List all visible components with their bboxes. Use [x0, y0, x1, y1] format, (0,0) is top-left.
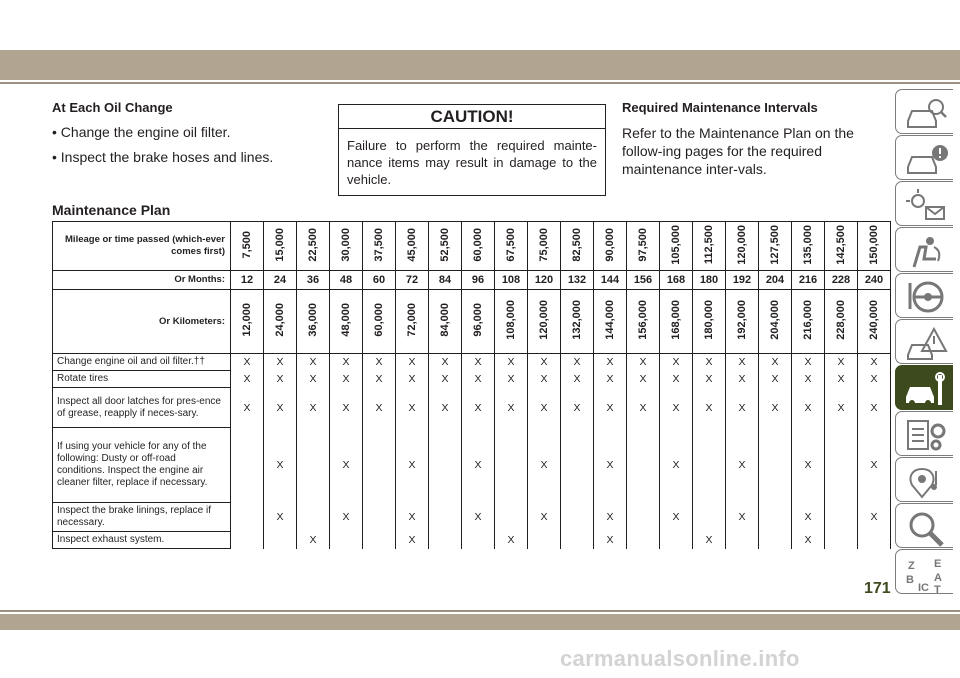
oil-change-heading: At Each Oil Change: [52, 100, 173, 115]
miles-value: 127,500: [769, 224, 781, 265]
mark-cell: X: [726, 371, 759, 388]
mark-cell: [264, 532, 297, 549]
mark-cell: [429, 532, 462, 549]
miles-value: 97,500: [637, 227, 649, 262]
miles-header-cell: [561, 222, 594, 271]
oil-change-bullet: • Change the engine oil filter.: [52, 124, 231, 140]
mark-cell: [363, 428, 396, 503]
mark-cell: X: [858, 371, 891, 388]
oil-change-bullet: • Inspect the brake hoses and lines.: [52, 149, 274, 165]
mark-cell: X: [825, 388, 858, 428]
footer-band: [0, 614, 960, 630]
miles-header-cell: [495, 222, 528, 271]
mark-cell: X: [330, 428, 363, 503]
chapter-tab-3[interactable]: [895, 181, 953, 226]
km-value: 156,000: [637, 300, 649, 340]
mark-cell: X: [495, 532, 528, 549]
months-value: 228: [825, 271, 858, 290]
mark-cell: X: [396, 503, 429, 532]
miles-value: 75,000: [538, 227, 550, 262]
mark-cell: X: [264, 428, 297, 503]
mark-cell: [231, 503, 264, 532]
mark-cell: [561, 428, 594, 503]
km-value: 12,000: [241, 303, 253, 337]
row-label: Change engine oil and oil filter.††: [53, 354, 231, 371]
miles-value: 112,500: [703, 224, 715, 265]
km-header-cell: [264, 290, 297, 354]
miles-header-cell: [792, 222, 825, 271]
music-nav-icon: [904, 463, 948, 501]
mark-cell: X: [792, 371, 825, 388]
mark-cell: X: [396, 371, 429, 388]
mark-cell: X: [594, 503, 627, 532]
miles-header-cell: [858, 222, 891, 271]
mark-cell: X: [726, 503, 759, 532]
chapter-tab-4[interactable]: [895, 227, 953, 272]
row-label: Rotate tires: [53, 371, 231, 388]
mark-cell: X: [231, 354, 264, 371]
svg-text:Z: Z: [908, 560, 915, 572]
months-value: 72: [396, 271, 429, 290]
mark-cell: X: [792, 428, 825, 503]
table-row: [53, 388, 891, 428]
months-header-label: Or Months:: [53, 271, 231, 290]
km-value: 84,000: [439, 303, 451, 337]
mark-cell: X: [627, 371, 660, 388]
mark-cell: X: [825, 371, 858, 388]
months-value: 96: [462, 271, 495, 290]
mark-cell: X: [858, 388, 891, 428]
miles-value: 45,000: [406, 227, 418, 262]
months-value: 168: [660, 271, 693, 290]
mark-cell: X: [429, 388, 462, 428]
km-value: 96,000: [472, 303, 484, 337]
miles-header-cell: [693, 222, 726, 271]
miles-header-cell: [231, 222, 264, 271]
km-value: 240,000: [868, 300, 880, 340]
chapter-tab-9[interactable]: [895, 457, 953, 502]
mark-cell: [297, 503, 330, 532]
miles-value: 150,000: [868, 224, 880, 265]
km-value: 60,000: [373, 303, 385, 337]
caution-title: CAUTION!: [339, 105, 605, 129]
miles-value: 105,000: [670, 224, 682, 265]
mark-cell: X: [363, 371, 396, 388]
mark-cell: X: [726, 428, 759, 503]
header-row-miles: [53, 222, 891, 271]
mark-cell: X: [693, 532, 726, 549]
mark-cell: [297, 428, 330, 503]
km-value: 108,000: [505, 300, 517, 340]
miles-value: 7,500: [241, 230, 253, 259]
row-label: Inspect the brake linings, replace if necessary.: [53, 503, 231, 532]
mark-cell: X: [660, 428, 693, 503]
miles-value: 22,500: [307, 227, 319, 262]
chapter-tab-6[interactable]: [895, 319, 953, 364]
miles-value: 82,500: [571, 227, 583, 262]
mark-cell: X: [660, 503, 693, 532]
months-value: 84: [429, 271, 462, 290]
maintenance-plan-heading: Maintenance Plan: [52, 202, 171, 218]
mark-cell: X: [759, 371, 792, 388]
mark-cell: [825, 532, 858, 549]
months-value: 24: [264, 271, 297, 290]
mark-cell: X: [231, 388, 264, 428]
footer-rule: [0, 610, 960, 612]
mark-cell: X: [264, 371, 297, 388]
months-value: 108: [495, 271, 528, 290]
miles-header-cell: [759, 222, 792, 271]
mark-cell: X: [594, 388, 627, 428]
mark-cell: [627, 428, 660, 503]
mark-cell: X: [528, 428, 561, 503]
mark-cell: X: [693, 371, 726, 388]
mark-cell: X: [363, 354, 396, 371]
miles-header-label: Mileage or time passed (which-ever comes first): [53, 222, 231, 271]
km-value: 24,000: [274, 303, 286, 337]
km-header-cell: [297, 290, 330, 354]
mark-cell: X: [330, 388, 363, 428]
mark-cell: X: [594, 532, 627, 549]
mark-cell: X: [462, 371, 495, 388]
km-header-cell: [627, 290, 660, 354]
months-value: 180: [693, 271, 726, 290]
mark-cell: X: [792, 532, 825, 549]
mark-cell: [825, 428, 858, 503]
km-header-cell: [528, 290, 561, 354]
mark-cell: X: [858, 354, 891, 371]
mark-cell: X: [495, 354, 528, 371]
km-value: 36,000: [307, 303, 319, 337]
mark-cell: X: [462, 428, 495, 503]
months-value: 48: [330, 271, 363, 290]
miles-header-cell: [396, 222, 429, 271]
mark-cell: X: [858, 428, 891, 503]
miles-value: 60,000: [472, 227, 484, 262]
miles-value: 15,000: [274, 227, 286, 262]
mark-cell: [759, 503, 792, 532]
mark-cell: X: [858, 503, 891, 532]
km-value: 168,000: [670, 300, 682, 340]
months-value: 156: [627, 271, 660, 290]
mark-cell: [231, 428, 264, 503]
chapter-tab-8[interactable]: [895, 411, 953, 456]
watermark: carmanualsonline.info: [560, 646, 800, 671]
mark-cell: [627, 503, 660, 532]
months-value: 240: [858, 271, 891, 290]
mark-cell: X: [627, 354, 660, 371]
mark-cell: [462, 532, 495, 549]
km-header-cell: [429, 290, 462, 354]
seat-airbag-icon: [904, 233, 948, 271]
mark-cell: X: [297, 371, 330, 388]
mark-cell: X: [528, 354, 561, 371]
mark-cell: X: [792, 503, 825, 532]
mark-cell: [363, 532, 396, 549]
table-row: [53, 354, 891, 371]
mark-cell: X: [297, 354, 330, 371]
miles-header-cell: [297, 222, 330, 271]
svg-text:A: A: [934, 572, 942, 584]
months-value: 204: [759, 271, 792, 290]
chapter-tabs: [895, 89, 960, 599]
mark-cell: X: [462, 388, 495, 428]
miles-header-cell: [363, 222, 396, 271]
svg-text:T: T: [934, 584, 941, 593]
intervals-heading: Required Maintenance Intervals: [622, 100, 818, 115]
months-value: 120: [528, 271, 561, 290]
mark-cell: X: [693, 354, 726, 371]
mark-cell: X: [627, 388, 660, 428]
mark-cell: X: [495, 388, 528, 428]
mark-cell: [561, 503, 594, 532]
chapter-tab-5[interactable]: [895, 273, 953, 318]
mark-cell: [660, 532, 693, 549]
mark-cell: [693, 503, 726, 532]
dashboard-lights-icon: [904, 187, 948, 225]
mark-cell: [627, 532, 660, 549]
miles-header-cell: [627, 222, 660, 271]
miles-value: 52,500: [439, 227, 451, 262]
miles-value: 142,500: [835, 224, 847, 265]
car-search-icon: [904, 95, 948, 133]
mark-cell: X: [528, 388, 561, 428]
mark-cell: [561, 532, 594, 549]
table-row: [53, 371, 891, 388]
mark-cell: [726, 532, 759, 549]
header-band: [0, 50, 960, 80]
mark-cell: X: [594, 354, 627, 371]
km-header-cell: [693, 290, 726, 354]
table-row: [53, 532, 891, 549]
km-header-cell: [825, 290, 858, 354]
mark-cell: X: [825, 354, 858, 371]
mark-cell: X: [264, 388, 297, 428]
mark-cell: X: [759, 388, 792, 428]
mark-cell: X: [594, 371, 627, 388]
km-value: 48,000: [340, 303, 352, 337]
mark-cell: X: [528, 503, 561, 532]
miles-value: 135,000: [802, 224, 814, 265]
table-row: [53, 503, 891, 532]
magnifier-icon: [904, 509, 948, 547]
miles-value: 37,500: [373, 227, 385, 262]
km-header-cell: [594, 290, 627, 354]
miles-value: 30,000: [340, 227, 352, 262]
mark-cell: X: [594, 428, 627, 503]
months-value: 36: [297, 271, 330, 290]
mark-cell: X: [726, 388, 759, 428]
mark-cell: [858, 532, 891, 549]
mark-cell: X: [561, 371, 594, 388]
km-header-cell: [858, 290, 891, 354]
caution-text: Failure to perform the required mainte-nance items may result in damage to the vehicle.: [347, 138, 597, 187]
km-header-cell: [726, 290, 759, 354]
mark-cell: X: [297, 532, 330, 549]
miles-value: 67,500: [505, 227, 517, 262]
mark-cell: X: [528, 371, 561, 388]
chapter-tab-2[interactable]: [895, 135, 953, 180]
km-header-cell: [759, 290, 792, 354]
mark-cell: X: [330, 371, 363, 388]
oil-change-section: [52, 100, 332, 165]
mark-cell: X: [693, 388, 726, 428]
mark-cell: X: [429, 371, 462, 388]
miles-header-cell: [594, 222, 627, 271]
mark-cell: X: [264, 503, 297, 532]
miles-header-cell: [660, 222, 693, 271]
miles-header-cell: [330, 222, 363, 271]
mark-cell: X: [396, 428, 429, 503]
km-header-cell: [660, 290, 693, 354]
km-value: 132,000: [571, 300, 583, 340]
km-value: 120,000: [538, 300, 550, 340]
km-header-cell: [561, 290, 594, 354]
months-value: 192: [726, 271, 759, 290]
miles-header-cell: [429, 222, 462, 271]
mark-cell: X: [792, 388, 825, 428]
km-value: 192,000: [736, 300, 748, 340]
mark-cell: [429, 503, 462, 532]
mark-cell: [528, 532, 561, 549]
mark-cell: X: [462, 503, 495, 532]
row-label: Inspect all door latches for pres-ence of grease, reapply if neces-sary.: [53, 388, 231, 428]
mark-cell: X: [660, 354, 693, 371]
car-crash-icon: [904, 325, 948, 363]
mark-cell: X: [363, 388, 396, 428]
mark-cell: [495, 503, 528, 532]
km-header-cell: [495, 290, 528, 354]
km-value: 216,000: [802, 300, 814, 340]
mark-cell: X: [792, 354, 825, 371]
maintenance-plan-table: [52, 221, 891, 549]
header-row-months: [53, 271, 891, 290]
svg-text:IC: IC: [918, 582, 929, 593]
mark-cell: X: [561, 354, 594, 371]
mark-cell: X: [561, 388, 594, 428]
header-row-km: [53, 290, 891, 354]
mark-cell: X: [396, 388, 429, 428]
mark-cell: [825, 503, 858, 532]
mark-cell: X: [660, 371, 693, 388]
miles-header-cell: [825, 222, 858, 271]
header-rule: [0, 82, 960, 84]
page-number: 171: [864, 580, 891, 597]
km-value: 144,000: [604, 300, 616, 340]
km-header-cell: [330, 290, 363, 354]
mark-cell: [495, 428, 528, 503]
table-row: [53, 428, 891, 503]
miles-header-cell: [726, 222, 759, 271]
svg-text:E: E: [934, 558, 942, 570]
months-value: 144: [594, 271, 627, 290]
chapter-tab-7[interactable]: [895, 365, 953, 410]
km-value: 204,000: [769, 300, 781, 340]
chapter-tab-1[interactable]: [895, 89, 953, 134]
mark-cell: X: [297, 388, 330, 428]
mark-cell: [693, 428, 726, 503]
mark-cell: [759, 428, 792, 503]
km-value: 180,000: [703, 300, 715, 340]
mark-cell: X: [462, 354, 495, 371]
mark-cell: X: [396, 532, 429, 549]
mark-cell: [759, 532, 792, 549]
chapter-tab-11[interactable]: [895, 549, 953, 594]
km-header-cell: [396, 290, 429, 354]
chapter-tab-10[interactable]: [895, 503, 953, 548]
mark-cell: X: [330, 354, 363, 371]
miles-value: 90,000: [604, 227, 616, 262]
km-value: 228,000: [835, 300, 847, 340]
months-value: 60: [363, 271, 396, 290]
miles-header-cell: [462, 222, 495, 271]
months-value: 216: [792, 271, 825, 290]
miles-header-cell: [528, 222, 561, 271]
mark-cell: [363, 503, 396, 532]
km-header-label: Or Kilometers:: [53, 290, 231, 354]
km-header-cell: [462, 290, 495, 354]
row-label: Inspect exhaust system.: [53, 532, 231, 549]
intervals-section: [622, 100, 894, 178]
row-label: If using your vehicle for any of the following: Dusty or off-road conditions. Inspect the engine air cleaner filter, replace if necessary.: [53, 428, 231, 503]
settings-list-icon: [904, 417, 948, 455]
miles-header-cell: [264, 222, 297, 271]
caution-box: [338, 104, 606, 196]
svg-text:B: B: [906, 574, 914, 586]
mark-cell: X: [660, 388, 693, 428]
km-header-cell: [363, 290, 396, 354]
steering-wheel-icon: [904, 279, 948, 317]
mark-cell: X: [330, 503, 363, 532]
mark-cell: X: [264, 354, 297, 371]
miles-value: 120,000: [736, 224, 748, 265]
km-header-cell: [792, 290, 825, 354]
mark-cell: [231, 532, 264, 549]
mark-cell: [330, 532, 363, 549]
mark-cell: X: [726, 354, 759, 371]
km-header-cell: [231, 290, 264, 354]
car-warning-icon: [904, 141, 948, 179]
km-value: 72,000: [406, 303, 418, 337]
mark-cell: X: [231, 371, 264, 388]
intervals-text: Refer to the Maintenance Plan on the follow-ing pages for the required maintenance inter-vals.: [622, 125, 854, 177]
mark-cell: X: [495, 371, 528, 388]
mark-cell: X: [429, 354, 462, 371]
mark-cell: [429, 428, 462, 503]
alphabet-index-icon: [904, 555, 948, 593]
months-value: 12: [231, 271, 264, 290]
mark-cell: X: [396, 354, 429, 371]
wrench-car-icon: [904, 371, 948, 409]
mark-cell: X: [759, 354, 792, 371]
months-value: 132: [561, 271, 594, 290]
